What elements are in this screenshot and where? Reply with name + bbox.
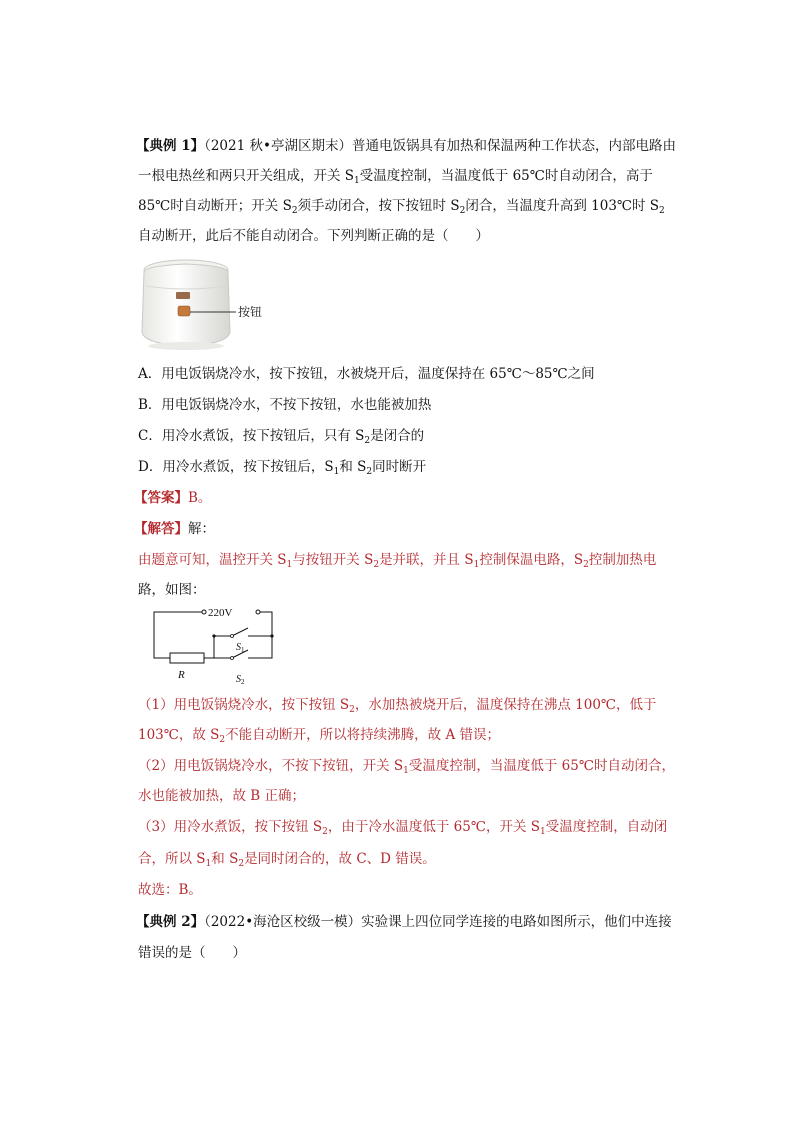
- example1-line2: 一根电热丝和两只开关组成，开关 $S_1$受温度控制，当温度低于 65℃时自动闭合，高于: [138, 168, 653, 186]
- example1-source: （2021 秋•亭湖区期末）: [204, 138, 352, 154]
- analysis-p3-line1: （3）用冷水煮饭，按下按钮 $S_2$，由于冷水温度低于 65℃，开关 $S_1$受温度控制，自动闭: [138, 819, 668, 837]
- analysis-p1-line1: （1）用电饭锅烧冷水，按下按钮 $S_2$，水加热被烧开后，温度保持在沸点 100℃，低于: [138, 697, 657, 715]
- option-a: A．用电饭锅烧冷水，按下按钮，水被烧开后，温度保持在 65℃～85℃之间: [138, 366, 595, 382]
- resistor-label: R: [178, 669, 185, 681]
- s2-label: $S_2$: [236, 674, 245, 686]
- example1-tag: 【典例 1】: [136, 138, 205, 154]
- button-label: 按钮: [238, 305, 263, 319]
- analysis-p2-line2: 水也能被加热，故 B 正确；: [138, 788, 306, 804]
- voltage-label: 220V: [208, 607, 233, 619]
- example1-line1: 【典例 1】（2021 秋•亭湖区期末）普通电饭锅具有加热和保温两种工作状态，内部电路由: [136, 138, 676, 154]
- analysis-line1: 由题意可知，温控开关 $S_1$与按钮开关 $S_2$是并联，并且 $S_1$控制保温电路，$S_2$控制加热电: [138, 552, 657, 570]
- switch-s1-symbol: [232, 628, 248, 636]
- example1-line4: 自动断开，此后不能自动闭合。下列判断正确的是（ ）: [138, 228, 489, 244]
- option-c: C．用冷水煮饭，按下按钮后，只有 $S_2$是闭合的: [138, 428, 425, 446]
- rice-cooker-image: [140, 256, 280, 352]
- s1-label: $S_1$: [236, 642, 245, 654]
- option-b: B．用电饭锅烧冷水，不按下按钮，水也能被加热: [138, 397, 432, 413]
- option-d: D．用冷水煮饭，按下按钮后，$S_1$和 $S_2$同时断开: [138, 459, 427, 477]
- answer-line: [134, 488, 211, 508]
- circuit-diagram: [150, 604, 280, 686]
- analysis-heading: 【解答】解：: [134, 521, 215, 537]
- example2-source: （2022•海沧区校级一模）: [204, 914, 362, 930]
- analysis-p2-line1: （2）用电饭锅烧冷水，不按下按钮，开关 $S_1$受温度控制，当温度低于 65℃时自动闭合，: [138, 758, 675, 776]
- analysis-line2: 路，如图：: [138, 582, 206, 598]
- example2-tag: 【典例 2】: [136, 914, 205, 930]
- choose-answer: 故选：B。: [138, 882, 202, 898]
- answer-value: B。: [188, 490, 212, 506]
- resistor-symbol: [170, 653, 204, 663]
- analysis-p3-line2: 合，所以 $S_1$和 $S_2$是同时闭合的，故 C、D 错误。: [138, 851, 436, 869]
- example2-line1: 【典例 2】（2022•海沧区校级一模）实验课上四位同学连接的电路如图所示，他们中连接: [136, 914, 672, 930]
- example1-line3: 85℃时自动断开；开关 $S_2$须手动闭合，按下按钮时 $S_2$闭合，当温度升高到 103℃时 $S_2$: [138, 198, 665, 216]
- analysis-p1-line2: 103℃，故 $S_2$不能自动断开，所以将持续沸腾，故 A 错误；: [138, 727, 500, 745]
- example2-line2: 错误的是（ ）: [138, 945, 246, 961]
- answer-tag: 【答案】: [134, 490, 188, 506]
